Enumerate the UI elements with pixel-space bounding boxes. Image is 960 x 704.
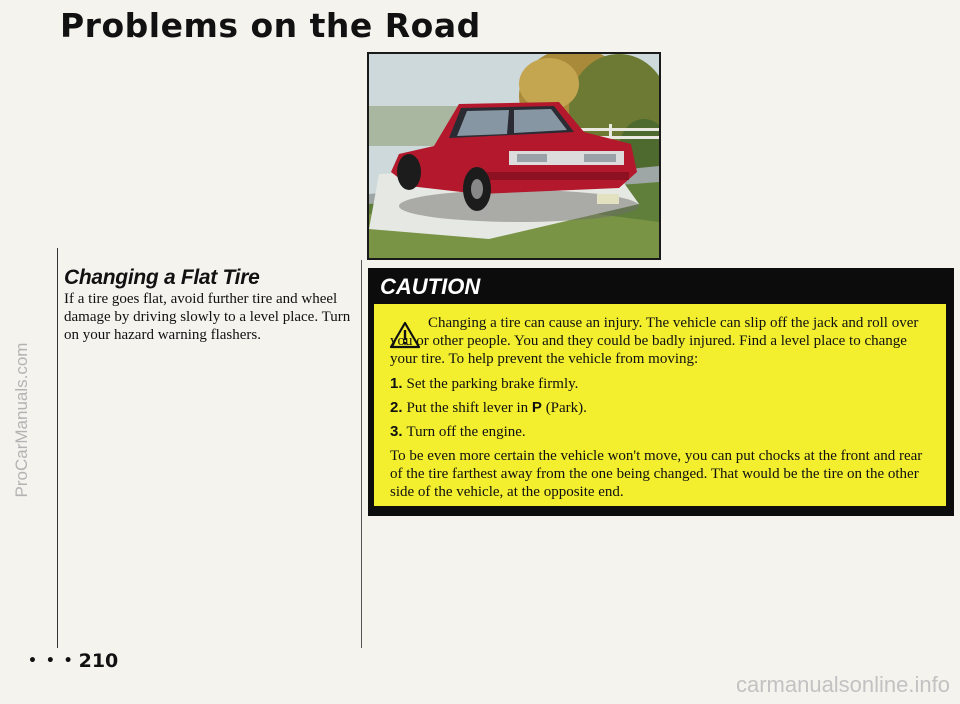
caution-step-1 (390, 375, 935, 393)
page-title: Problems on the Road (60, 6, 481, 45)
step-text: Put the shift lever in (406, 400, 532, 416)
step-text-post: (Park). (541, 400, 587, 416)
car-on-grass-illustration (367, 52, 661, 260)
gear-letter: P (531, 399, 542, 416)
footer-dots: • • • (28, 653, 75, 669)
section-heading: Changing a Flat Tire (64, 266, 260, 289)
caution-panel (374, 304, 946, 506)
step-text: Turn off the engine. (406, 424, 526, 440)
page-number: 210 (78, 650, 119, 672)
step-number: 3. (390, 423, 403, 440)
page-footer (28, 650, 118, 672)
caution-closing: To be even more certain the vehicle won't move, you can put chocks at the front and rear of the tire farthest away from the one being changed. That would be the tire on the other side of the vehicle, at the opposite end. (390, 448, 923, 500)
column-rule-middle (361, 260, 362, 648)
column-rule-left (57, 248, 58, 648)
step-text: Set the parking brake firmly. (406, 376, 579, 392)
caution-lead: Changing a tire can cause an injury. The vehicle can slip off the jack and roll over you or other people. You and they could be badly injured. Find a level place to change your tire. To help prevent the vehicle from moving: (390, 315, 919, 367)
caution-text (390, 314, 935, 501)
step-number: 1. (390, 375, 403, 392)
section-body: If a tire goes flat, avoid further tire and wheel damage by driving slowly to a level place. Turn on your hazard warning flashers. (64, 291, 351, 343)
side-watermark (0, 0, 36, 704)
caution-step-2 (390, 399, 935, 417)
side-watermark-text: ProCarManuals.com (12, 342, 31, 498)
caution-step-3 (390, 423, 935, 441)
step-number: 2. (390, 399, 403, 416)
caution-box (368, 268, 954, 516)
bottom-watermark: carmanualsonline.info (735, 672, 950, 697)
caution-title: CAUTION (380, 274, 481, 299)
